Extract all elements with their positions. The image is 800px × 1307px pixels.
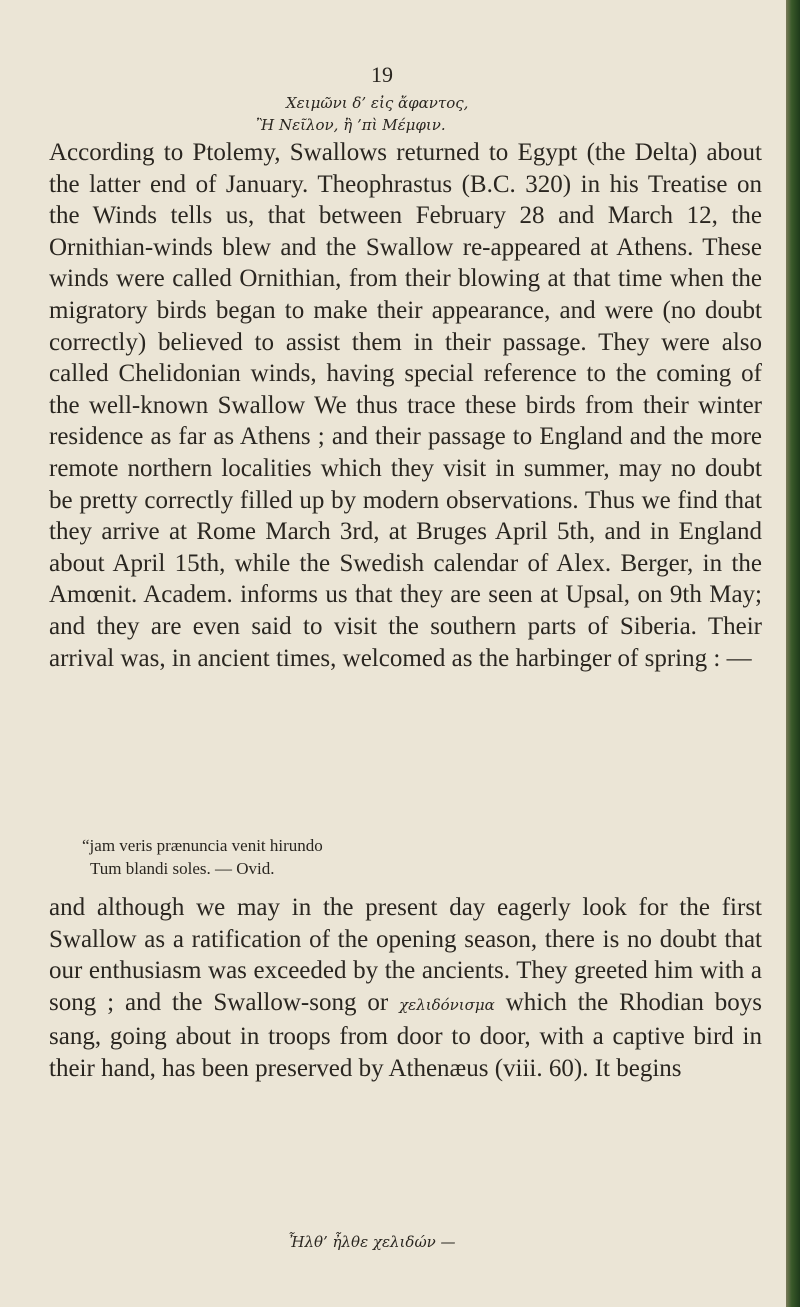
ovid-quote <box>82 834 682 880</box>
paragraph-2-text-before: and although we may in the present day eagerly look for the first Swallow as a ratification of the opening season, there is no doubt that our enthusiasm was exceeded by the ancients. They greeted him with a song ; and the Swallow-song or <box>49 894 762 1016</box>
paragraph-1: According to Ptolemy, Swallows returned to Egypt (the Delta) about the latter end of January. Theophrastus (B.C. 320) in his Treatise on the Winds tells us, that between February 28 and March 12, the Ornithian-winds blew and the Swallow re-appeared at Athens. These winds were called Ornithian, from their blowing at that time when the migratory birds began to make their appearance, and were (no doubt correctly) believed to assist them in their passage. They were also called Chelidonian winds, having special reference to the coming of the well-known Swallow We thus trace these birds from their winter residence as far as Athens ; and their passage to England and the more remote northern localities which they visit in summer, may no doubt be pretty correctly filled up by modern observations. Thus we find that they arrive at Rome March 3rd, at Bruges April 5th, and in England about April 15th, while the Swedish calendar of Alex. Berger, in the Amœnit. Academ. informs us that they are seen at Upsal, on 9th May; and they are even said to visit the southern parts of Siberia. Their arrival was, in ancient times, welcomed as the harbinger of spring : — <box>49 139 762 672</box>
quote-line-2: Tum blandi soles. — Ovid. <box>90 859 275 878</box>
paragraph-2 <box>49 892 762 1085</box>
greek-word: χελιδόνισμα <box>399 995 495 1014</box>
page-number: 19 <box>371 62 393 87</box>
epigraph-line-1: Χειμῶνι δ’ εἰς ἄφαντος, <box>286 94 469 112</box>
epigraph-line-2: Ἢ Νεῖλον, ἢ ’πὶ Μέμφιν. <box>256 116 446 134</box>
page-edge-strip <box>786 0 800 1307</box>
quote-line-1: “jam veris prænuncia venit hirundo <box>82 836 323 855</box>
closing-greek-line: Ἦλθ’ ἦλθε χελιδών — <box>288 1233 456 1251</box>
paragraph-2-text-after: which the Rhodian boys sang, going about in troops from door to door, with a captive bird in their hand, has been preserved by Athenæus (viii. 60). It begins <box>49 988 762 1082</box>
greek-epigraph <box>256 92 676 136</box>
